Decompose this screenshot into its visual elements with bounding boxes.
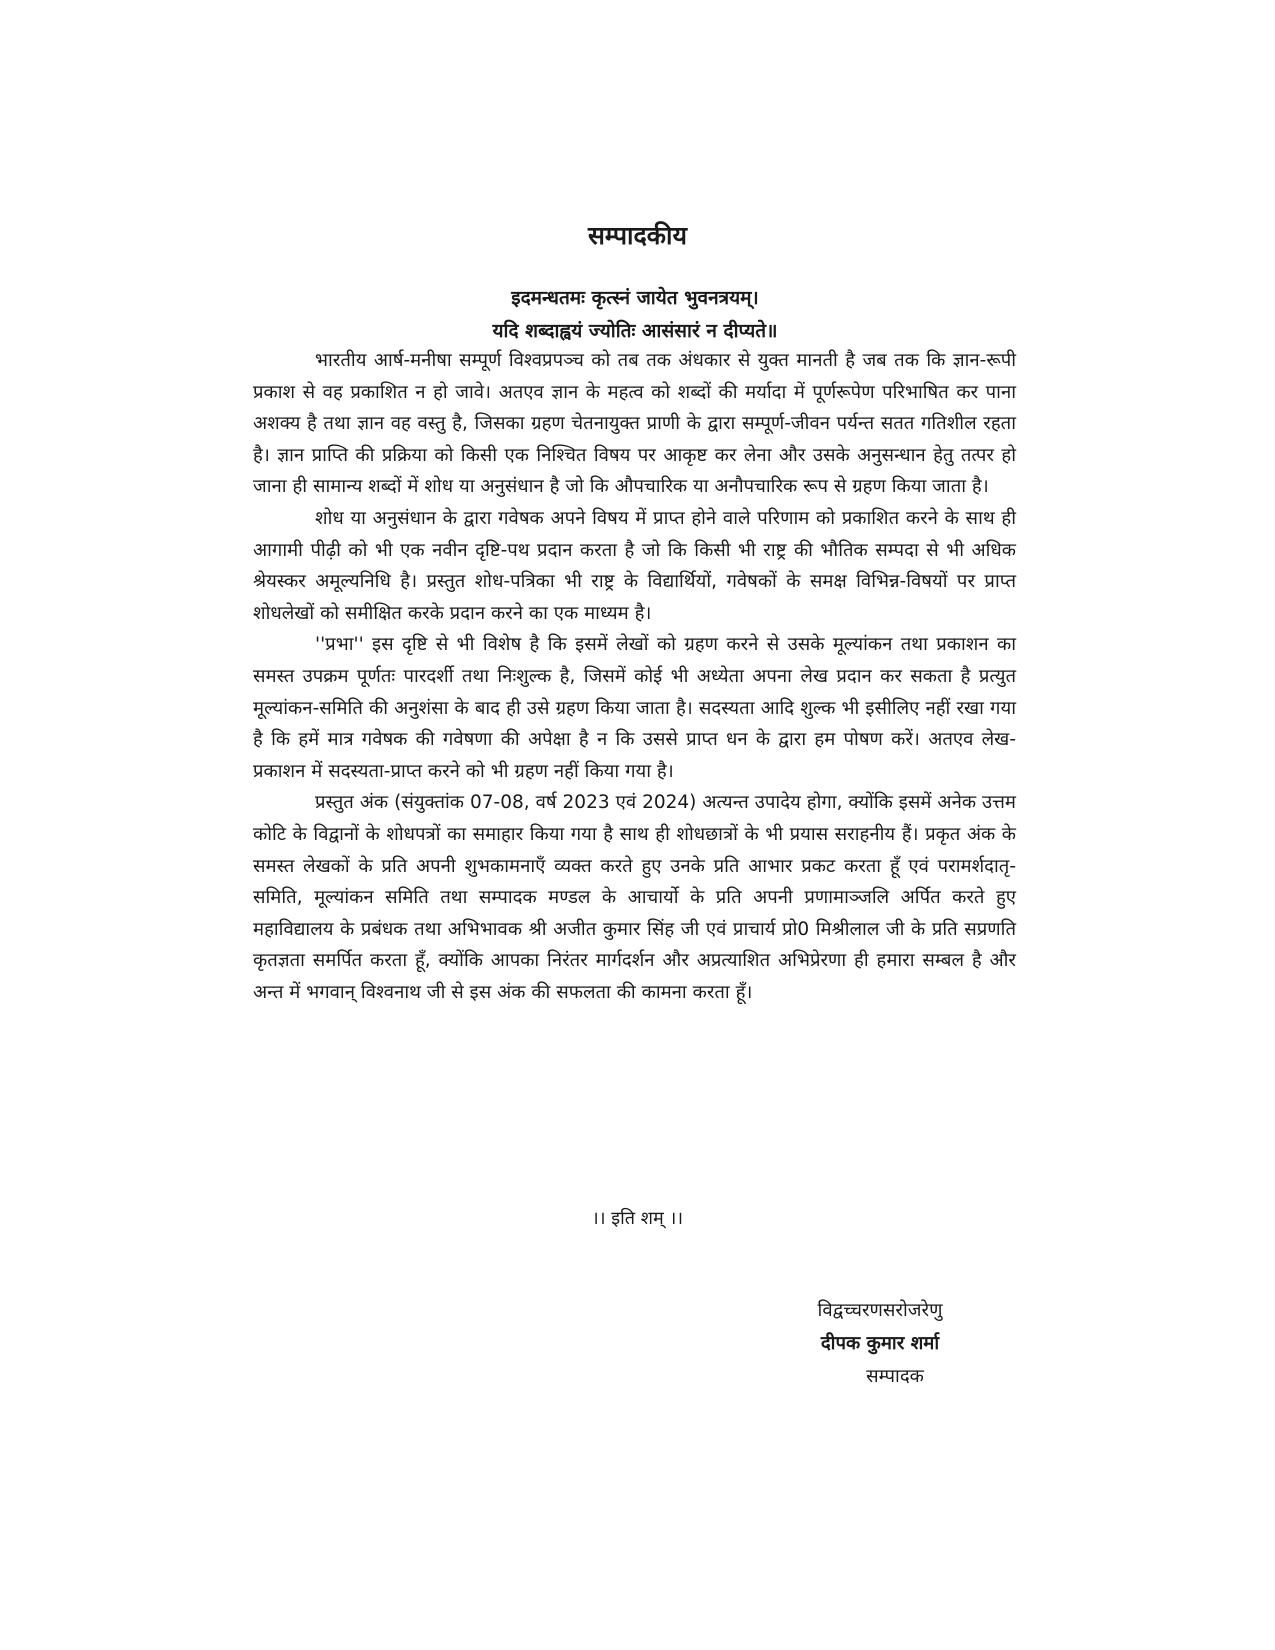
- paragraph-2: शोध या अनुसंधान के द्वारा गवेषक अपने विषय में प्राप्त होने वाले परिणाम को प्रकाशित करने के साथ ही आगामी पीढ़ी को भी एक नवीन दृष्टि-पथ प्रदान करता है जो कि किसी भी राष्ट्र की भौतिक सम्पदा से भी अधिक श्रेयस्कर अमूल्यनिधि है। प्रस्तुत शोध-पत्रिका भी राष्ट्र के विद्यार्थियों, गवेषकों के समक्ष विभिन्न-विषयों पर प्राप्त शोधलेखों को समीक्षित करके प्रदान करने का एक माध्यम है।: [253, 507, 1016, 624]
- signature-block: [780, 1294, 980, 1393]
- signature-role: सम्पादक: [866, 1366, 924, 1387]
- page-title: सम्पादकीय: [587, 221, 687, 250]
- paragraph-4: प्रस्तुत अंक (संयुक्तांक 07-08, वर्ष 2023 एवं 2024) अत्यन्त उपादेय होगा, क्योंकि इसमें अनेक उत्तम कोटि के विद्वानों के शोधपत्रों का समाहार किया गया है साथ ही शोधछात्रों के भी प्रयास सराहनीय हैं। प्रकृत अंक के समस्त लेखकों के प्रति अपनी शुभकामनाएँ व्यक्त करते हुए उनके प्रति आभार प्रकट करता हूँ एवं परामर्शदातृ-समिति, मूल्यांकन समिति तथा सम्पादक मण्डल के आचार्यो के प्रति अपनी प्रणामाञ्जलि अर्पित करते हुए महाविद्यालय के प्रबंधक तथा अभिभावक श्री अजीत कुमार सिंह जी एवं प्राचार्य प्रो0 मिश्रीलाल जी के प्रति सप्रणति कृतज्ञता समर्पित करता हूँ, क्योंकि आपका निरंतर मार्गदर्शन और अप्रत्याशित अभिप्रेरणा ही हमारा सम्बल है और अन्त में भगवान् विश्वनाथ जी से इस अंक की सफलता की कामना करता हूँ।: [253, 792, 1016, 1003]
- closing-line: ।। इति शम् ।।: [591, 1208, 684, 1229]
- paragraph-1: भारतीय आर्ष-मनीषा सम्पूर्ण विश्वप्रपञ्च को तब तक अंधकार से युक्त मानती है जब तक कि ज्ञान-रूपी प्रकाश से वह प्रकाशित न हो जावे। अतएव ज्ञान के महत्व को शब्दों की मर्यादा में पूर्णरूपेण परिभाषित कर पाना अशक्य है तथा ज्ञान वह वस्तु है, जिसका ग्रहण चेतनायुक्त प्राणी के द्वारा सम्पूर्ण-जीवन पर्यन्त सतत गतिशील रहता है। ज्ञान प्राप्ति की प्रक्रिया को किसी एक निश्चित विषय पर आकृष्ट कर लेना और उसके अनुसन्धान हेतु तत्पर हो जाना ही सामान्य शब्दों में शोध या अनुसंधान है जो कि औपचारिक या अनौपचारिक रूप से ग्रहण किया जाता है।: [253, 350, 1016, 498]
- verse-line-1: इदमन्धतमः कृत्स्नं जायेत भुवनत्रयम्।: [511, 287, 759, 309]
- signature-epithet: विद्वच्चरणसरोजरेणु: [817, 1300, 943, 1321]
- signature-name: दीपक कुमार शर्मा: [820, 1333, 940, 1354]
- editorial-body: [253, 345, 1016, 1008]
- opening-verse: [250, 282, 1020, 348]
- verse-line-2: यदि शब्दाह्वयं ज्योतिः आसंसारं न दीप्यते॥: [492, 320, 778, 342]
- paragraph-3: ''प्रभा'' इस दृष्टि से भी विशेष है कि इसमें लेखों को ग्रहण करने से उसके मूल्यांकन तथा प्रकाशन का समस्त उपक्रम पूर्णतः पारदर्शी तथा निःशुल्क है, जिसमें कोई भी अध्येता अपना लेख प्रदान कर सकता है प्रत्युत मूल्यांकन-समिति की अनुशंसा के बाद ही उसे ग्रहण किया जाता है। सदस्यता आदि शुल्क भी इसीलिए नहीं रखा गया है कि हमें मात्र गवेषक की गवेषणा की अपेक्षा है न कि उससे प्राप्त धन के द्वारा हम पोषण करें। अतएव लेख-प्रकाशन में सदस्यता-प्राप्त करने को भी ग्रहण नहीं किया गया है।: [253, 634, 1016, 782]
